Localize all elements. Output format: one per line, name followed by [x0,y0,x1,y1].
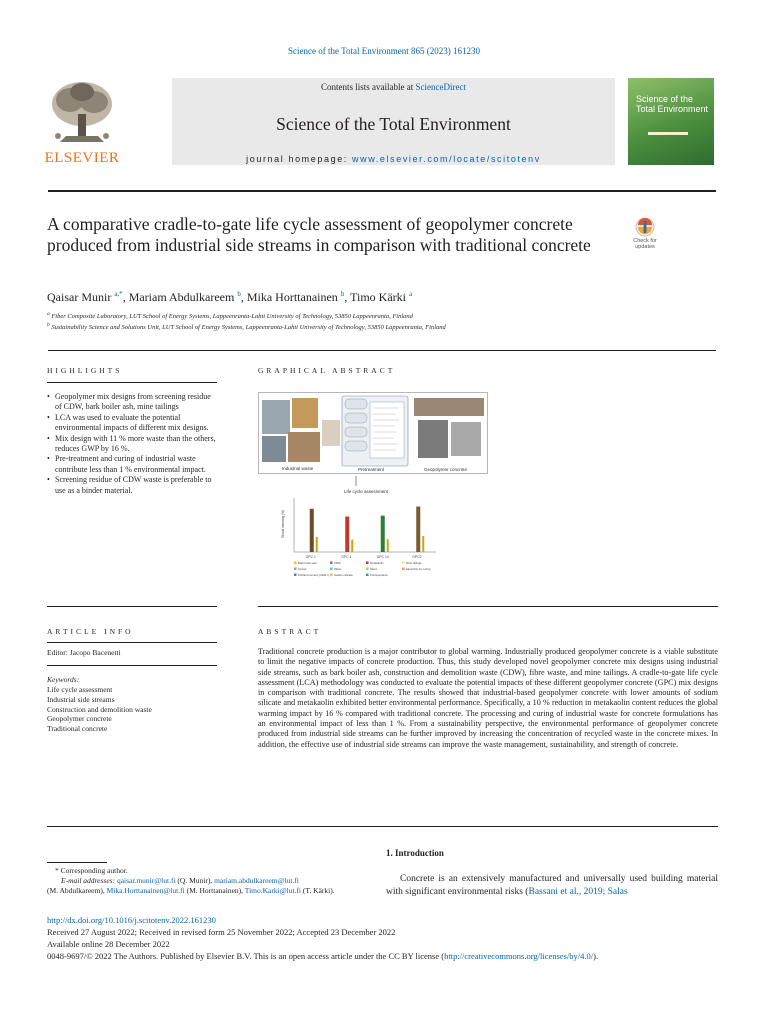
waste-photo [322,420,340,446]
publisher-name: ELSEVIER [44,150,120,166]
doi-url[interactable]: http://dx.doi.org/10.1016/j.scitotenv.2022.161230 [47,915,216,925]
chart-bar [310,509,314,552]
graphical-abstract-figure[interactable] [258,392,490,594]
email-link[interactable]: Mika.Horttanainen@lut.fi [106,886,185,895]
abstract-text: Traditional concrete production is a major contributor to global warming. Industrially produced geopolymer concrete is a viable substitute to limit the negative impacts of concrete production. Thus, this study developed novel geopolymer concrete mix designs using industrial side streams, such as bark boiler ash, construction and demolition waste (CDW), fibre waste, and mine tailings. A cradle-to-gate life cycle assessment (LCA) methodology was conducted to evaluate the potential impacts of these different geopolymer concrete (GPC) mix designs in comparison with traditional concrete. The results showed that industrial-based geopolymer concrete with lower amounts of sodium silicate and metakaolin exhibited better environmental performance. Specifically, a 10 % reduction in metakaolin content reduces the global warming impact by 16 % compared with traditional concrete. The processing and curing of industrial waste for concrete formulations has an environmental impact of less than 1 %. From a sustainability perspective, the environmental performance of geopolymer concrete produced from industrial side streams can be further improved by increasing the concentration of recycled waste in the concrete mixes. In addition, the effective use of industrial side streams can improve the waste management, sustainability, and strength of concrete. [258,647,718,749]
abstract-bottom-rule [47,826,718,827]
chart-tick-label: GPC 1 [305,555,316,559]
author-affiliation-marker[interactable]: a [409,290,413,298]
chart-bar [345,517,349,552]
keyword: Construction and demolition waste [47,704,152,714]
keyword: Traditional concrete [47,724,108,734]
ga-geopolymer-label: Geopolymer concrete [424,467,468,472]
legend-entry: Bark boiler ash [298,561,317,565]
ga-industrial-waste-label: Industrial waste [282,466,314,471]
legend-swatch [366,568,369,571]
article-title: A comparative cradle-to-gate life cycle assessment of geopolymer concrete produced from industrial side streams in comparison with traditional concrete [47,214,591,255]
affiliation-b [47,322,446,331]
introduction-heading: 1. Introduction [386,848,444,858]
waste-photo [262,436,286,462]
concrete-photo [414,398,484,416]
affiliation-text: Sustainability Science and Solutions Unit, LUT School of Energy Systems, Lappeenranta-Lahti University of Technology, 53850 Lappeenranta, Finland [51,324,446,332]
email-line-2 [47,886,367,896]
homepage-link[interactable]: www.elsevier.com/locate/scitotenv [352,154,541,164]
legend-swatch [330,562,333,565]
highlights-list [47,392,217,496]
affiliation-marker: a [47,311,50,317]
legend-entry: Sand [370,567,377,571]
chart-bar-segment [351,540,353,552]
chart-tick-label: GPC2 [412,555,422,559]
keyword: Industrial side streams [47,694,115,704]
license-text: 0048-9697/© 2022 The Authors. Published by Elsevier B.V. This is an open access article under the CC BY license ( [47,951,445,961]
affiliation-text: Fiber Composite Laboratory, LUT School of Energy Systems, Lappeenranta-Lahti University of Technology, 53850 Lappeenranta, Finland [51,313,413,321]
author-name[interactable]: Mariam Abdulkareem [128,290,235,304]
author-name[interactable]: Timo Kärki [350,290,407,304]
gwp-bar-chart [281,498,436,577]
editor-line: Editor: Jacopo Bacenetti [47,648,121,657]
received-dates: Received 27 August 2022; Received in revised form 25 November 2022; Accepted 23 December 2022 [47,927,396,937]
legend-swatch [402,568,405,571]
chart-tick-label: GPC 10 [376,555,389,559]
footnotes [47,866,367,896]
highlights-heading: HIGHLIGHTS [47,366,123,375]
journal-cover-image [628,78,714,165]
check-for-updates-label: Check for updates [633,238,657,250]
email-owner: (T. Kärki). [301,886,335,895]
ga-bottom-rule [258,606,718,607]
legend-swatch [402,562,405,565]
email-link[interactable]: qaisar.munir@lut.fi [116,876,176,885]
author-list: Qaisar Munir $^{a,*}$, Mariam Abdulkareem $^b$, Mika Horttanainen $^b$, Timo Kärki $^a$ [47,290,413,304]
graphical-abstract-heading: GRAPHICAL ABSTRACT [258,366,396,375]
author-affiliation-marker[interactable]: b [237,290,241,298]
email-owner: (Q. Munir), [175,876,215,885]
contents-prefix: Contents lists available at [321,82,416,92]
chart-ylabel: Global warming (%) [281,510,285,538]
homepage-prefix: journal homepage: [246,154,352,164]
author-affiliation-marker[interactable]: a,* [114,290,123,298]
cover-title: Science of the Total Environment [636,94,709,114]
legend-swatch [294,568,297,571]
highlights-bottom-rule [47,606,217,607]
legend-swatch [330,574,333,577]
chart-tick-label: GPC 4 [341,555,352,559]
chart-bar [416,507,420,552]
article-info-rule [47,642,217,643]
legend-swatch [294,574,297,577]
chart-bar-segment [422,536,424,552]
available-online: Available online 28 December 2022 [47,939,170,949]
legend-entry: Electricity for curing [406,567,431,571]
cover-band [648,132,688,135]
highlights-rule [47,382,217,383]
keywords-label: Keywords: [47,675,80,684]
footnote-rule [47,862,107,863]
chart-bar-segment [316,537,318,552]
waste-photo [262,400,290,434]
waste-photo [288,432,320,462]
check-for-updates-icon[interactable] [628,216,662,256]
license-suffix: ). [593,951,599,961]
intro-paragraph: Concrete is an extensively manufactured and universally used building material with significant environmental risks ( [386,874,718,897]
author-name[interactable]: Mika Horttanainen [246,290,338,304]
legend-entry: Gravel [298,567,307,571]
editor-rule [47,665,217,666]
corresponding-author-note: * Corresponding author. [55,866,128,875]
affiliation-marker: b [47,322,50,328]
legend-entry: Metakaolin [370,561,384,565]
doi-link [47,915,727,926]
legend-entry: Mine tailings [406,561,422,565]
chart-bar [381,516,385,552]
legend-entry: Portland cement (CEM I) [298,573,329,577]
ga-lca-label: Life cycle assessment [344,489,389,494]
affiliation-rule [48,350,716,351]
license-link[interactable]: http://creativecommons.org/licenses/by/4.0/ [444,951,594,961]
license-line [47,951,727,962]
article-info-heading: ARTICLE INFO [47,627,134,636]
introduction-text [386,873,718,898]
journal-name: Science of the Total Environment [276,114,511,134]
email-link[interactable]: Timo.Karki@lut.fi [244,886,301,895]
journal-homepage [172,154,615,164]
concrete-cube [451,422,481,456]
sciencedirect-link[interactable]: ScienceDirect [415,82,466,92]
email-owner: (M. Horttanainen), [184,886,245,895]
highlight-item: • LCA was used to evaluate the potential environmental impacts of different mix designs. [47,413,217,434]
highlight-item: • Screening residue of CDW waste is preferable to use as a binder material. [47,475,217,496]
ga-pretreatment-label: Pretreatment [358,467,385,472]
header-rule [48,190,716,192]
waste-photo [292,398,318,428]
legend-entry: CDW [334,561,341,565]
journal-citation[interactable]: Science of the Total Environment 865 (2023) 161230 [288,46,480,56]
legend-entry: Water [334,567,342,571]
keyword: Life cycle assessment [47,685,113,694]
keyword: Geopolymer concrete [47,714,112,724]
keywords-list [47,685,152,734]
legend-swatch [294,562,297,565]
affiliation-a [47,311,413,320]
contents-line [172,82,615,92]
email-label: E-mail addresses: [61,876,117,885]
email-line-1 [47,876,367,886]
chart-bar-segment [387,539,389,552]
author-name[interactable]: Qaisar Munir [47,290,112,304]
legend-swatch [330,568,333,571]
legend-swatch [366,562,369,565]
email-owner: (M. Abdulkareem), [47,886,107,895]
legend-swatch [366,574,369,577]
highlight-item: • Pre-treatment and curing of industrial waste contribute less than 1 % environmental impact. [47,454,217,475]
legend-entry: Sodium silicate [334,573,353,577]
abstract-heading: ABSTRACT [258,627,322,636]
concrete-cube [418,420,448,458]
highlight-item: • Geopolymer mix designs from screening residue of CDW, bark boiler ash, mine tailings [47,392,217,413]
reference-link[interactable]: Bassani et al., 2019; Salas [528,886,628,897]
legend-entry: Transportation [370,573,388,577]
highlight-item: • Mix design with 11 % more waste than the others, reduces GWP by 16 %. [47,434,217,455]
author-affiliation-marker[interactable]: b [340,290,345,298]
email-link[interactable]: mariam.abdulkareem@lut.fi [214,876,299,885]
